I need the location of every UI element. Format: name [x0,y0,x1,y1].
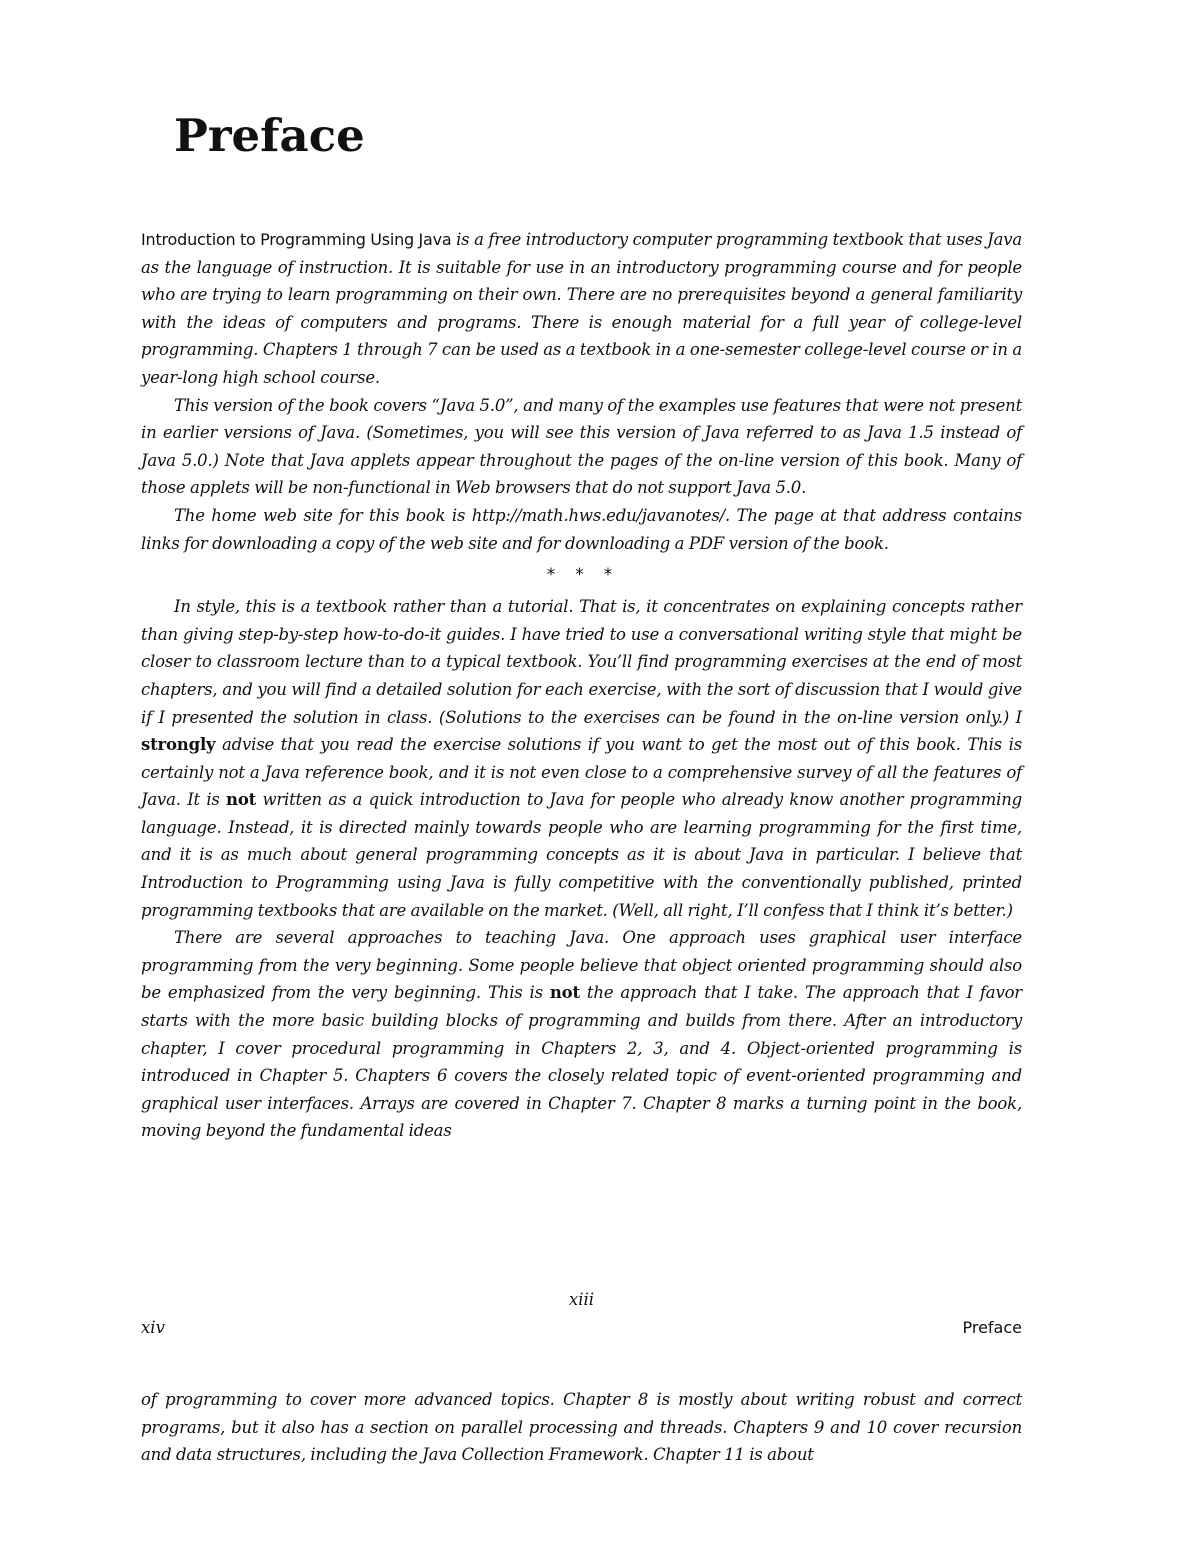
preface-body [141,226,1022,1145]
running-head-title: Preface [962,1318,1022,1337]
paragraph-intro-text: is a free introductory computer programming textbook that uses Java as the language of instruction. It is suitable for use in an introductory programming course and for people who are trying to learn programming on their own. There are no prerequisites beyond a general familiarity with the ideas of computers and programs. There is enough material for a full year of college-level programming. Chapters 1 through 7 can be used as a textbook in a one-semester college-level course or in a year-long high school course. [141,230,1022,387]
running-head [141,1316,1022,1340]
page-number-next: xiv [141,1318,165,1337]
paragraph-continued: of programming to cover more advanced topics. Chapter 8 is mostly about writing robust and correct programs, but it also has a section on parallel processing and threads. Chapters 9 and 10 cover recursion and data structures, including the Java Collection Framework. Chapter 11 is about [141,1390,1022,1465]
page-number: xiii [568,1290,595,1309]
page-title: Preface [174,109,365,162]
paragraph-approaches [141,924,1022,1145]
section-separator: * * * [545,565,618,586]
emphasis-not: not [549,983,580,1003]
paragraph-style [141,593,1022,924]
paragraph-intro [141,226,1022,392]
paragraph-style-text-2: advise that you read the exercise solutions if you want to get the most out of this book. This is certainly not a Java reference book, and it is not even close to a comprehensive survey of all the features of Java. It is [141,735,1022,810]
paragraph-style-text-1: In style, this is a textbook rather than a tutorial. That is, it concentrates on explaining concepts rather than giving step-by-step how-to-do-it guides. I have tried to use a conversational writing style that might be closer to classroom lecture than to a typical textbook. You’ll find programming exercises at the end of most chapters, and you will find a detailed solution for each exercise, with the sort of discussion that I would give if I presented the solution in class. (Solutions to the exercises can be found in the on-line version only.) I [141,597,1022,727]
paragraph-web-site: The home web site for this book is http://math.hws.edu/javanotes/. The page at that address contains links for downloading a copy of the web site and for downloading a PDF version of the book. [141,505,1022,553]
paragraph-approaches-text-2: the approach that I take. The approach that I favor starts with the more basic building blocks of programming and builds from there. After an introductory chapter, I cover procedural programming in Chapters 2, 3, and 4. Object-oriented programming is introduced in Chapter 5. Chapters 6 covers the closely related topic of event-oriented programming and graphical user interfaces. Arrays are covered in Chapter 7. Chapter 8 marks a turning point in the book, moving beyond the fundamental ideas [141,983,1022,1141]
emphasis-strongly: strongly [141,735,216,755]
emphasis-not: not [226,790,257,810]
paragraph-style-text-3: written as a quick introduction to Java for people who already know another programming language. Instead, it is directed mainly towards people who are learning programming for the first time, and it is as much about general programming concepts as it is about Java in particular. I believe that Introduction to Programming using Java is fully competitive with the conventionally published, printed programming textbooks that are available on the market. (Well, all right, I’ll confess that I think it’s better.) [141,790,1022,920]
next-page-body [141,1386,1022,1469]
book-title: Introduction to Programming Using Java [141,230,452,249]
paragraph-approaches-text-1: There are several approaches to teaching Java. One approach uses graphical user interface programming from the very beginning. Some people believe that object oriented programming should also be emphasized from the very beginning. This is [141,928,1022,1003]
paragraph-java-version: This version of the book covers “Java 5.0”, and many of the examples use features that were not present in earlier versions of Java. (Sometimes, you will see this version of Java referred to as Java 1.5 instead of Java 5.0.) Note that Java applets appear throughout the pages of the on-line version of this book. Many of those applets will be non-functional in Web browsers that do not support Java 5.0. [141,395,1022,498]
